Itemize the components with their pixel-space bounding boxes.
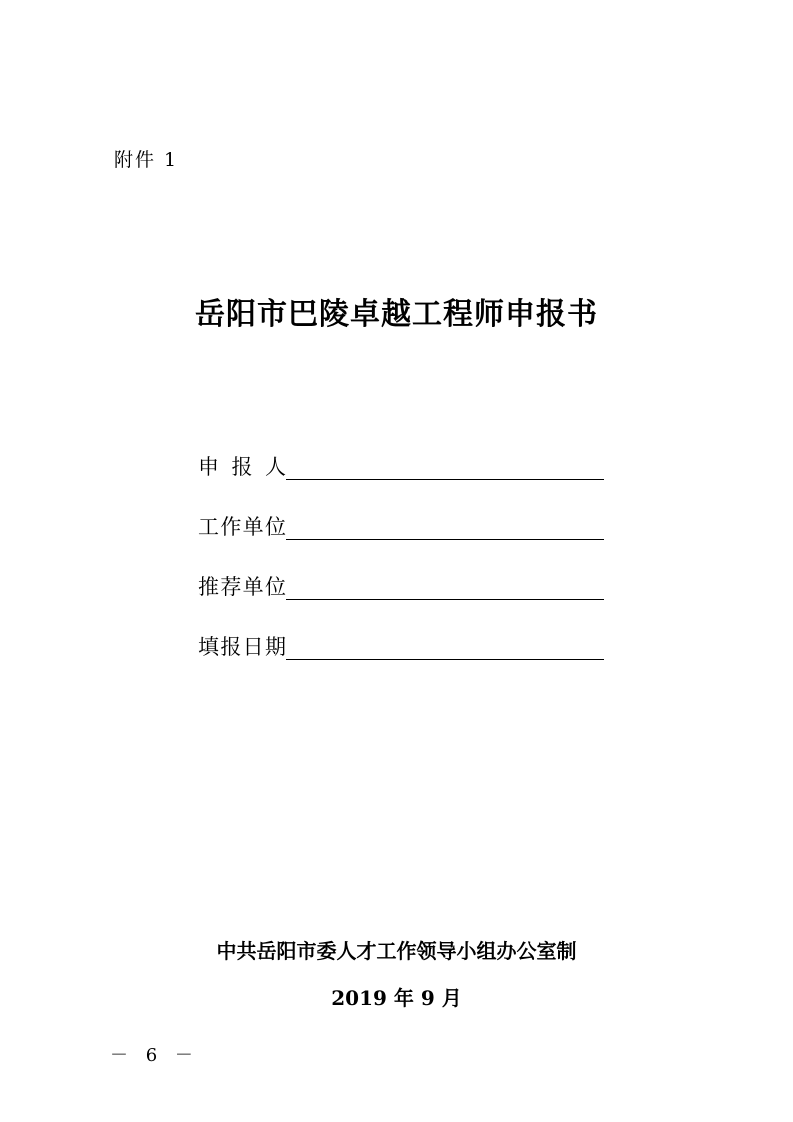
attachment-label: 附件 1 [114, 149, 179, 171]
field-label-applicant: 申 报 人 [198, 455, 286, 479]
page-number: － 6 － [110, 1045, 199, 1066]
field-label-recommending-unit: 推荐单位 [198, 575, 286, 599]
field-label-fill-date: 填报日期 [198, 635, 286, 659]
field-line-recommending-unit[interactable] [286, 579, 604, 600]
field-line-work-unit[interactable] [286, 519, 604, 540]
field-line-fill-date[interactable] [286, 639, 604, 660]
issue-date: 2019 年 9 月 [331, 986, 462, 1010]
field-line-applicant[interactable] [286, 459, 604, 480]
field-applicant [198, 452, 608, 480]
field-recommending-unit [198, 572, 608, 600]
issuing-organization: 中共岳阳市委人才工作领导小组办公室制 [216, 939, 577, 963]
field-fill-date [198, 632, 608, 660]
form-fields [198, 452, 608, 692]
field-work-unit [198, 512, 608, 540]
document-title: 岳阳市巴陵卓越工程师申报书 [195, 297, 598, 332]
field-label-work-unit: 工作单位 [198, 515, 286, 539]
